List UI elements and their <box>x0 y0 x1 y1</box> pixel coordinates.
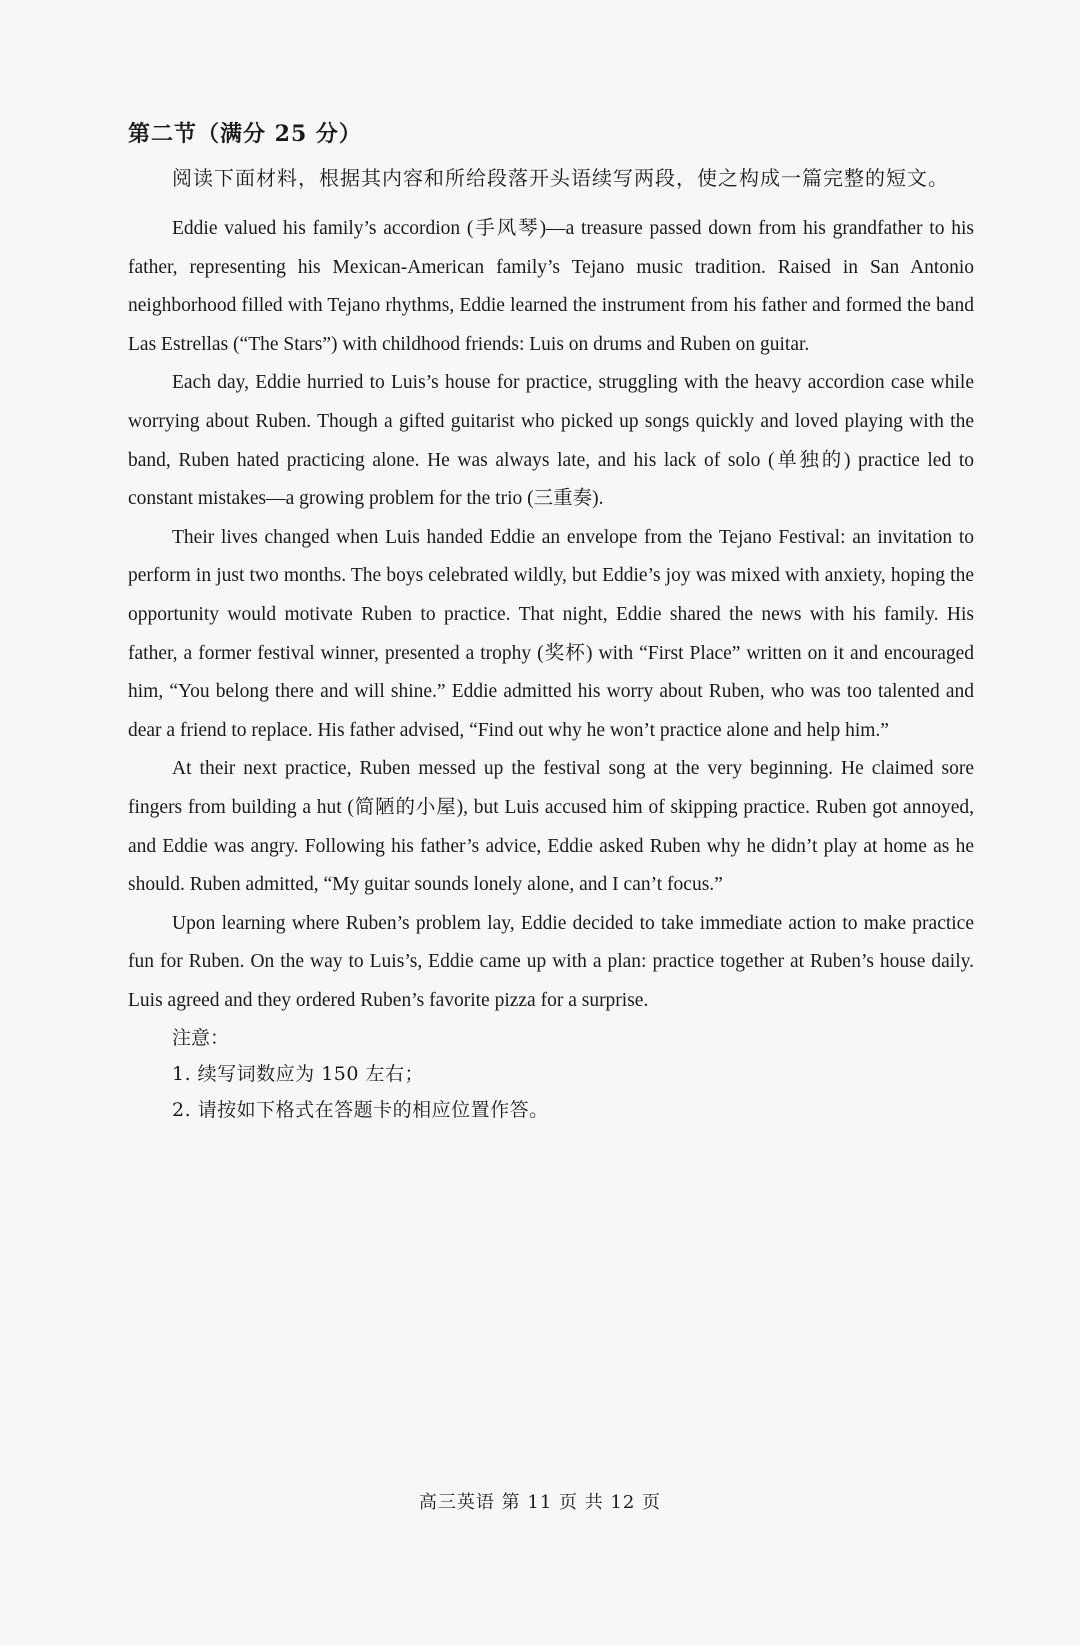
notes-label: 注意： <box>172 1027 230 1050</box>
section-title: 第二节（满分 25 分） <box>128 121 362 147</box>
story-paragraph-5: Upon learning where Ruben’s problem lay, Eddie decided to take immediate action to make practice fun for Ruben. On the way to Luis’s, Eddie came up with a plan: practice together at Ruben’s house daily. Luis agreed and they ordered Ruben’s favorite pizza for a surprise. <box>128 912 974 1011</box>
story-paragraph-1: Eddie valued his family’s accordion (手风琴)—a treasure passed down from his grandfather to his father, representing his Mexican-American family’s Tejano music tradition. Raised in San Antonio neighborhood filled with Tejano rhythms, Eddie learned the instrument from his father and formed the band Las Estrellas (“The Stars”) with childhood friends: Luis on drums and Ruben on guitar. <box>128 218 974 355</box>
story-paragraph-4: At their next practice, Ruben messed up the festival song at the very beginning. He claimed sore fingers from building a hut (简陋的小屋), but Luis accused him of skipping practice. Ruben got annoyed, and Eddie was angry. Following his father’s advice, Eddie asked Ruben why he didn’t play at home as he should. Ruben admitted, “My guitar sounds lonely alone, and I can’t focus.” <box>128 758 974 896</box>
story-paragraph-2: Each day, Eddie hurried to Luis’s house for practice, struggling with the heavy accordion case while worrying about Ruben. Though a gifted guitarist who picked up songs quickly and loved playing with the band, Ruben hated practicing alone. He was always late, and his lack of solo (单独的) practice led to constant mistakes—a growing problem for the trio (三重奏). <box>128 372 974 510</box>
note-item-2: 2. 请按如下格式在答题卡的相应位置作答。 <box>172 1099 549 1122</box>
story-paragraph-3: Their lives changed when Luis handed Eddie an envelope from the Tejano Festival: an invitation to perform in just two months. The boys celebrated wildly, but Eddie’s joy was mixed with anxiety, hoping the opportunity would motivate Ruben to practice. That night, Eddie shared the news with his family. His father, a former festival winner, presented a trophy (奖杯) with “First Place” written on it and encouraged him, “You belong there and will shine.” Eddie admitted his worry about Ruben, who was too talented and dear a friend to replace. His father advised, “Find out why he won’t practice alone and help him.” <box>128 526 974 741</box>
exam-page <box>128 118 974 1128</box>
page-footer: 高三英语 第 11 页 共 12 页 <box>418 1492 662 1513</box>
section-instruction: 阅读下面材料，根据其内容和所给段落开头语续写两段，使之构成一篇完整的短文。 <box>172 166 949 190</box>
note-item-1: 1. 续写词数应为 150 左右； <box>172 1063 425 1086</box>
